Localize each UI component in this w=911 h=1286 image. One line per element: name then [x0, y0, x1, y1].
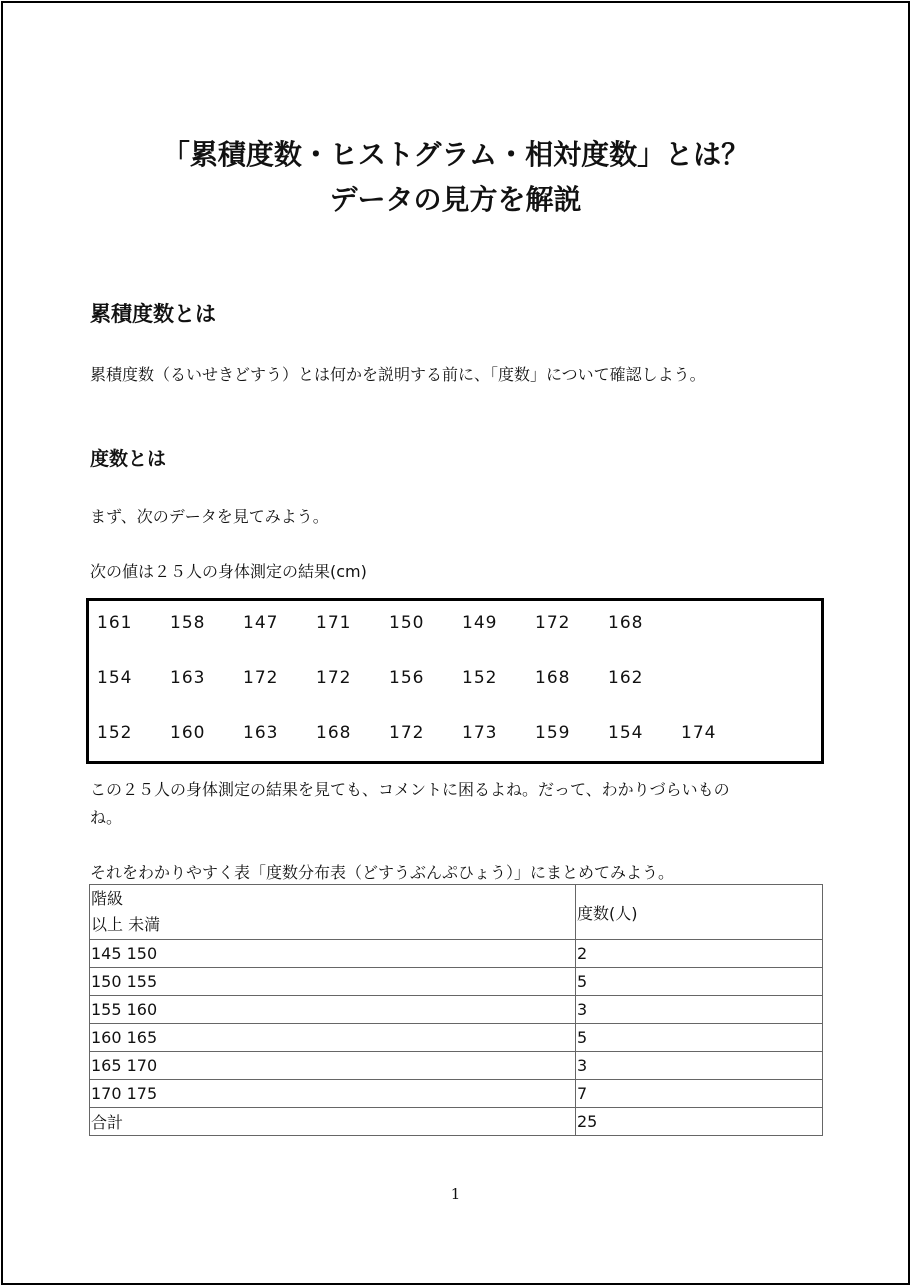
page-number: 1: [450, 1185, 461, 1203]
data-value: 150: [389, 613, 425, 633]
data-value: 168: [535, 668, 571, 688]
data-value: 172: [535, 613, 571, 633]
data-value: 154: [608, 723, 644, 743]
heading-cumulative-frequency: 累積度数とは: [90, 302, 216, 326]
data-value: 156: [389, 668, 425, 688]
table-row: [90, 1052, 823, 1080]
data-value: 172: [316, 668, 352, 688]
data-value: 163: [243, 723, 279, 743]
title-line-1: 「累積度数・ヒストグラム・相対度数」とは？: [161, 138, 750, 171]
data-value: 152: [462, 668, 498, 688]
data-value: 172: [243, 668, 279, 688]
data-value: 160: [170, 723, 206, 743]
frequency-table: [89, 884, 823, 1136]
total-freq-cell: 25: [576, 1108, 823, 1136]
table-row: [90, 996, 823, 1024]
header-class-line1: 階級: [91, 889, 124, 908]
data-row: [97, 668, 681, 688]
data-value: 173: [462, 723, 498, 743]
freq-cell: 2: [576, 940, 823, 968]
class-cell: 145 150: [90, 940, 576, 968]
table-header-row: [90, 885, 823, 940]
data-value: 149: [462, 613, 498, 633]
total-label-cell: 合計: [90, 1108, 576, 1136]
data-value: 152: [97, 723, 133, 743]
title-line-2: データの見方を解説: [329, 183, 582, 216]
data-value: 158: [170, 613, 206, 633]
table-total-row: [90, 1108, 823, 1136]
freq-cell: 5: [576, 968, 823, 996]
intro-text: 累積度数（るいせきどすう）とは何かを説明する前に、「度数」について確認しよう。: [90, 365, 706, 384]
heading-frequency: 度数とは: [90, 448, 167, 470]
freq-cell: 5: [576, 1024, 823, 1052]
class-cell: 160 165: [90, 1024, 576, 1052]
data-value: 168: [316, 723, 352, 743]
data-row: [97, 613, 681, 633]
comment-line-1: この２５人の身体測定の結果を見ても、コメントに困るよね。だって、わかりづらいもの: [90, 780, 730, 799]
freq-cell: 3: [576, 996, 823, 1024]
table-row: [90, 1024, 823, 1052]
data-value: 147: [243, 613, 279, 633]
comment-line-2: ね。: [90, 808, 123, 827]
class-cell: 170 175: [90, 1080, 576, 1108]
table-row: [90, 940, 823, 968]
class-cell: 150 155: [90, 968, 576, 996]
header-class-line2: 以上 未満: [91, 915, 161, 934]
freq-cell: 7: [576, 1080, 823, 1108]
paragraph-2: 次の値は２５人の身体測定の結果(cm): [90, 562, 367, 581]
data-value: 163: [170, 668, 206, 688]
data-value: 172: [389, 723, 425, 743]
data-value: 154: [97, 668, 133, 688]
data-box: [86, 598, 824, 764]
data-value: 174: [681, 723, 717, 743]
header-class: [90, 885, 576, 940]
data-row: [97, 723, 754, 743]
data-value: 168: [608, 613, 644, 633]
data-value: 159: [535, 723, 571, 743]
table-row: [90, 968, 823, 996]
data-value: 162: [608, 668, 644, 688]
freq-cell: 3: [576, 1052, 823, 1080]
class-cell: 165 170: [90, 1052, 576, 1080]
header-frequency: 度数(人): [576, 885, 823, 940]
paragraph-1: まず、次のデータを見てみよう。: [90, 507, 329, 526]
class-cell: 155 160: [90, 996, 576, 1024]
table-row: [90, 1080, 823, 1108]
data-value: 171: [316, 613, 352, 633]
data-value: 161: [97, 613, 133, 633]
paragraph-3: それをわかりやすく表「度数分布表（どすうぶんぷひょう）」にまとめてみよう。: [90, 863, 675, 882]
